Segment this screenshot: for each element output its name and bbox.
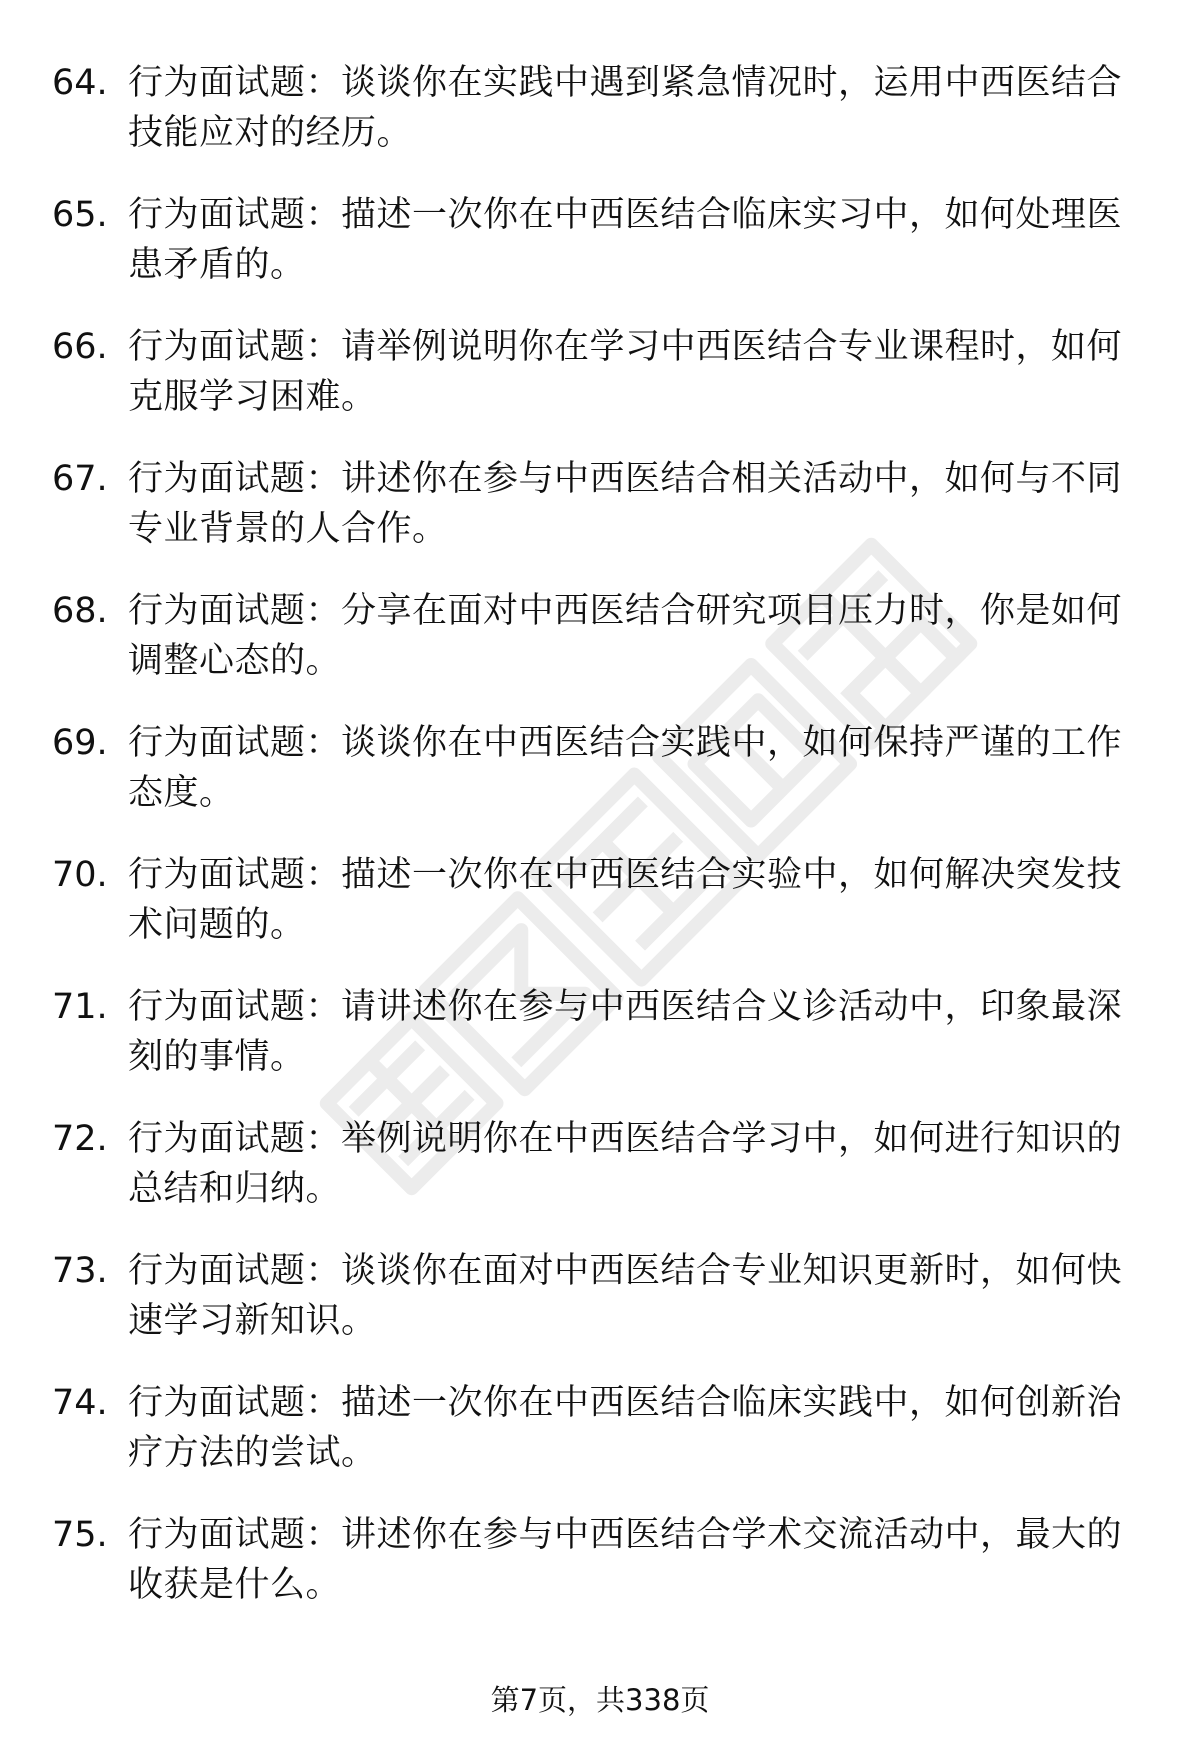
question-text: 行为面试题：描述一次你在中西医结合临床实习中，如何处理医患矛盾的。 — [128, 195, 1123, 285]
list-item — [52, 58, 1152, 190]
question-text: 行为面试题：谈谈你在面对中西医结合专业知识更新时，如何快速学习新知识。 — [128, 1251, 1123, 1341]
question-number: 74. — [52, 1383, 108, 1423]
list-item — [52, 1378, 1152, 1510]
question-text: 行为面试题：讲述你在参与中西医结合学术交流活动中，最大的收获是什么。 — [128, 1515, 1123, 1605]
list-item — [52, 718, 1152, 850]
page-footer: 第7页，共338页 — [490, 1683, 710, 1717]
question-number: 64. — [52, 63, 108, 103]
question-number: 67. — [52, 459, 108, 499]
list-item — [52, 850, 1152, 982]
question-list — [52, 58, 1152, 1642]
question-number: 68. — [52, 591, 108, 631]
list-item — [52, 1114, 1152, 1246]
question-text: 行为面试题：分享在面对中西医结合研究项目压力时，你是如何调整心态的。 — [128, 591, 1123, 681]
list-item — [52, 1246, 1152, 1378]
question-number: 75. — [52, 1515, 108, 1555]
question-text: 行为面试题：描述一次你在中西医结合临床实践中，如何创新治疗方法的尝试。 — [128, 1383, 1123, 1473]
question-text: 行为面试题：谈谈你在实践中遇到紧急情况时，运用中西医结合技能应对的经历。 — [128, 63, 1123, 153]
question-text: 行为面试题：讲述你在参与中西医结合相关活动中，如何与不同专业背景的人合作。 — [128, 459, 1123, 549]
list-item — [52, 454, 1152, 586]
list-item — [52, 586, 1152, 718]
list-item — [52, 322, 1152, 454]
list-item — [52, 1510, 1152, 1642]
question-text: 行为面试题：请讲述你在参与中西医结合义诊活动中，印象最深刻的事情。 — [128, 987, 1123, 1077]
question-number: 70. — [52, 855, 108, 895]
question-text: 行为面试题：描述一次你在中西医结合实验中，如何解决突发技术问题的。 — [128, 855, 1123, 945]
question-number: 65. — [52, 195, 108, 235]
question-text: 行为面试题：谈谈你在中西医结合实践中，如何保持严谨的工作态度。 — [128, 723, 1123, 813]
question-number: 71. — [52, 987, 108, 1027]
question-text: 行为面试题：举例说明你在中西医结合学习中，如何进行知识的总结和归纳。 — [128, 1119, 1123, 1209]
question-number: 66. — [52, 327, 108, 367]
question-text: 行为面试题：请举例说明你在学习中西医结合专业课程时，如何克服学习困难。 — [128, 327, 1123, 417]
list-item — [52, 982, 1152, 1114]
list-item — [52, 190, 1152, 322]
question-number: 73. — [52, 1251, 108, 1291]
question-number: 72. — [52, 1119, 108, 1159]
question-number: 69. — [52, 723, 108, 763]
